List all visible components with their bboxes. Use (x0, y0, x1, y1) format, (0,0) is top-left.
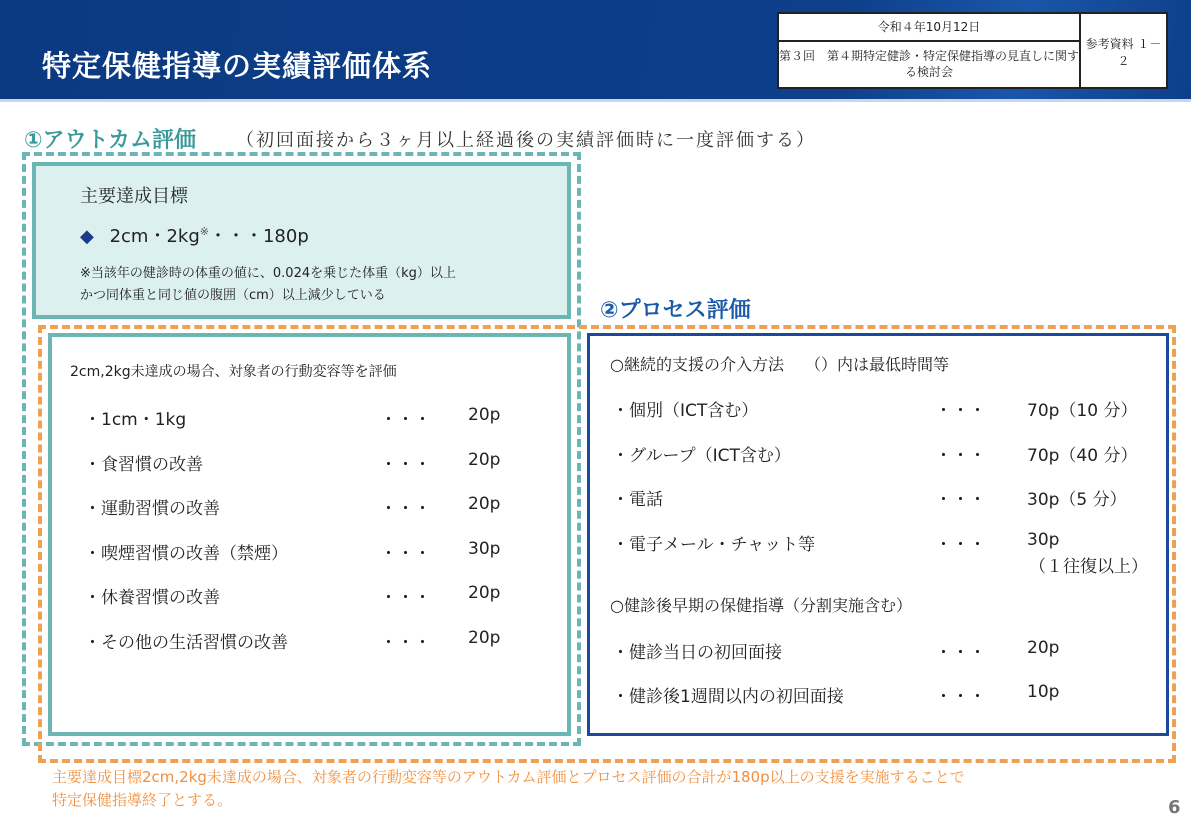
footer-note-2: 特定保健指導終了とする。 (52, 791, 233, 809)
item-value: 30p (1027, 529, 1060, 550)
item-value: 20p (468, 405, 501, 425)
item-label: ・運動習慣の改善 (84, 499, 220, 519)
item-label: ・個別（ICT含む） (612, 401, 759, 421)
item-dots: ・・・ (380, 410, 431, 430)
item-dots: ・・・ (935, 686, 986, 707)
item-value: 20p (468, 627, 501, 648)
item-dots: ・・・ (935, 445, 986, 466)
document-info-box (777, 12, 1168, 89)
item-dots: ・・・ (935, 643, 986, 663)
outcome-subheading: （初回面接から３ヶ月以上経過後の実績評価時に一度評価する） (236, 130, 816, 151)
goal-note-mark: ※ (199, 225, 209, 238)
behavior-title: 2cm,2kg未達成の場合、対象者の行動変容等を評価 (70, 364, 397, 380)
item-label: ・その他の生活習慣の改善 (84, 632, 288, 653)
diamond-icon: ◆ (80, 226, 94, 247)
item-label: ・食習慣の改善 (84, 454, 203, 475)
goal-item: 2cm・2kg (109, 226, 200, 247)
item-label: ・健診当日の初回面接 (612, 643, 782, 663)
item-dots: ・・・ (380, 499, 431, 519)
item-value-note: （１往復以上） (1029, 556, 1148, 577)
process-heading: ②プロセス評価 (600, 298, 751, 323)
item-dots: ・・・ (935, 490, 986, 510)
header-banner (0, 0, 1191, 102)
behavior-change-box (48, 333, 571, 736)
footer-note-1: 主要達成目標2cm,2kg未達成の場合、対象者の行動変容等のアウトカム評価とプロセス評価の合計が180p以上の支援を実施することで (52, 768, 965, 786)
process-box (587, 333, 1169, 736)
item-label: ・健診後1週間以内の初回面接 (612, 686, 844, 707)
process-section-2: ○健診後早期の保健指導（分割実施含む） (610, 596, 912, 615)
meeting-date: 令和４年10月12日 (779, 14, 1081, 42)
goal-title: 主要達成目標 (80, 186, 188, 207)
item-value: 70p（10 分） (1027, 401, 1138, 421)
item-label: ・電話 (612, 490, 663, 510)
outcome-heading: ①アウトカム評価 (24, 128, 196, 153)
item-value: 20p (468, 449, 501, 470)
item-value: 20p (468, 583, 501, 603)
item-label: ・1cm・1kg (84, 410, 187, 430)
item-value: 30p（5 分） (1027, 490, 1127, 510)
item-dots: ・・・ (380, 543, 431, 564)
item-value: 70p（40 分） (1027, 445, 1138, 466)
page-title: 特定保健指導の実績評価体系 (42, 49, 433, 83)
goal-line (80, 222, 309, 248)
item-dots: ・・・ (380, 588, 431, 608)
item-value: 20p (1027, 638, 1060, 658)
item-value: 10p (1027, 681, 1060, 702)
reference-number: 参考資料 １－２ (1085, 37, 1162, 68)
goal-note-1: ※当該年の健診時の体重の値に、0.024を乗じた体重（kg）以上 (80, 266, 456, 281)
item-label: ・休養習慣の改善 (84, 588, 220, 608)
meeting-name: 第３回 第４期特定健診・特定保健指導の見直しに関する検討会 (779, 42, 1081, 89)
item-dots: ・・・ (935, 534, 986, 555)
goal-value: ・・・180p (208, 226, 309, 247)
item-label: ・グループ（ICT含む） (612, 445, 791, 466)
item-dots: ・・・ (935, 401, 986, 421)
item-dots: ・・・ (380, 454, 431, 475)
item-label: ・喫煙習慣の改善（禁煙） (84, 543, 288, 564)
item-label: ・電子メール・チャット等 (612, 534, 816, 555)
item-value: 20p (468, 494, 501, 514)
main-goal-box (32, 162, 571, 319)
goal-note-2: かつ同体重と同じ値の腹囲（cm）以上減少している (80, 288, 386, 303)
process-section-1: ○継続的支援の介入方法 （）内は最低時間等 (610, 355, 950, 374)
page-number: 6 (1168, 797, 1181, 818)
item-dots: ・・・ (380, 632, 431, 653)
item-value: 30p (468, 538, 501, 559)
